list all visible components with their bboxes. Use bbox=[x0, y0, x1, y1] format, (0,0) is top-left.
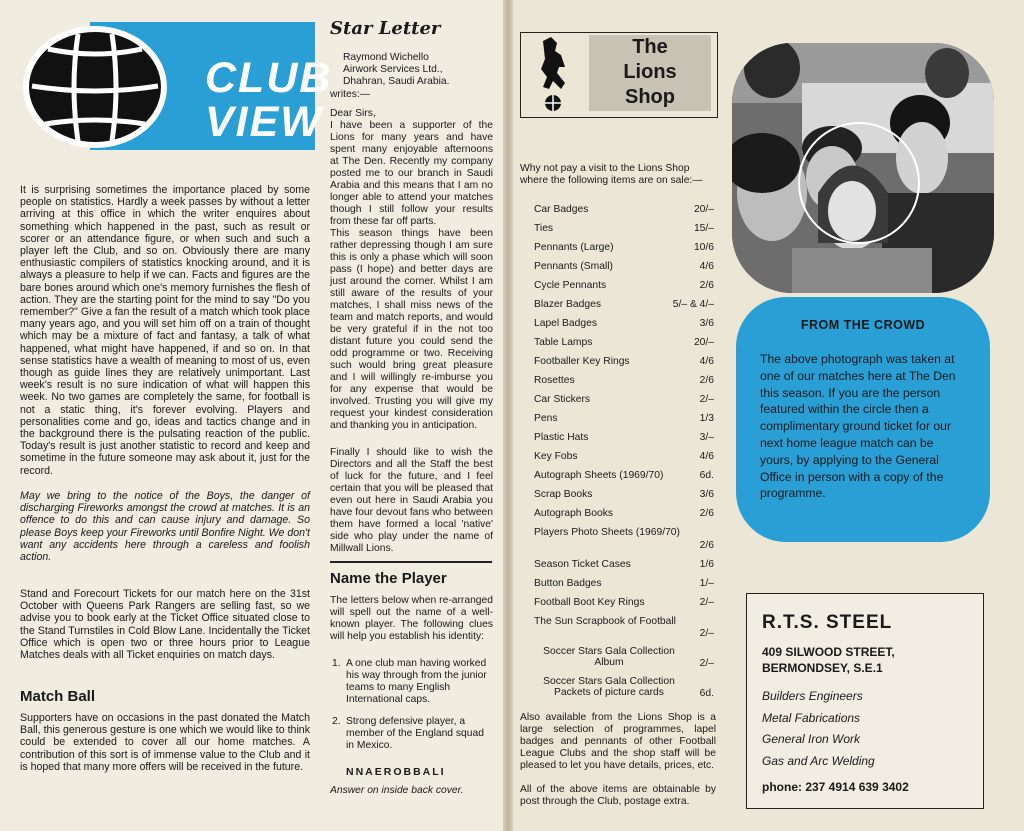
anagram: NNAEROBBALI bbox=[346, 766, 446, 778]
shop-item: Lapel Badges 3/6 bbox=[534, 318, 714, 329]
shop-intro: Why not pay a visit to the Lions Shop where the following items are on sale:— bbox=[520, 163, 703, 186]
advert-address: 409 SILWOOD STREET, BERMONDSEY, S.E.1 bbox=[762, 645, 895, 675]
advert-company: R.T.S. STEEL bbox=[762, 612, 893, 633]
crowd-photo bbox=[732, 43, 994, 293]
name-the-player-intro: The letters below when re-arranged will spell out the name of a well-known player. The following clues will help you establish his identity: bbox=[330, 595, 493, 642]
advert-services: Builders Engineers Metal Fabrications General Iron Work Gas and Arc Welding bbox=[762, 689, 875, 768]
shop-item: Button Badges 1/– bbox=[534, 578, 714, 589]
letter-para-1: I have been a supporter of the Lions for many years and have spent many enjoyable afternoons at The Den. Recently my company posted me to our branch in Saudi Arabia and this means that I am no longer able to attend your matches though I still follow your results from these far off parts. bbox=[330, 120, 493, 227]
shop-item: Players Photo Sheets (1969/70) 2/6 bbox=[534, 527, 714, 551]
shop-item: Rosettes 2/6 bbox=[534, 375, 714, 386]
letter-salutation: Dear Sirs, bbox=[330, 108, 376, 119]
letter-para-2: This season things have been rather depressing though I am sure this is only a phase which will soon pass (I hope) and better days are just around the corner. Whilst I am still aware of the results of your matches, I shall miss news of the team and match reports, and would be very grateful if in the not too distant future you could send the odd programme or two. Receiving such would bring great pleasure and I will willingly re-imburse you for any expense that would be involved. Trusting you will give my request your kindest consideration and thanking you in anticipation. bbox=[330, 228, 493, 431]
shop-item: Pens 1/3 bbox=[534, 413, 714, 424]
lion-crest-icon bbox=[521, 33, 585, 117]
club-view-banner bbox=[20, 22, 333, 150]
match-ball-heading: Match Ball bbox=[20, 688, 96, 705]
star-letter-heading: Star Letter bbox=[330, 18, 441, 39]
shop-item: Car Badges 20/– bbox=[534, 204, 714, 215]
advert-phone: phone: 237 4914 639 3402 bbox=[762, 780, 909, 794]
divider bbox=[330, 561, 492, 563]
shop-item: Autograph Sheets (1969/70) 6d. bbox=[534, 470, 714, 481]
shop-item: The Sun Scrapbook of Football 2/– bbox=[534, 616, 714, 639]
shop-also-available: Also available from the Lions Shop is a large selection of programmes, lapel badges and pennants of other Football League Clubs and the shop staff will be pleased to let you have details, prices, etc. bbox=[520, 712, 716, 771]
shop-item: Season Ticket Cases 1/6 bbox=[534, 559, 714, 570]
shop-item: Ties 15/– bbox=[534, 223, 714, 234]
tickets-notice: Stand and Forecourt Tickets for our match here on the 31st October with Queens Park Rangers are selling fast, so we advise you to book early at the Ticket Office situated close to the Stand Turnstiles in Cold Blow Lane. Incidentally the Ticket Office which is open two or three hours prior to League Matches deals with all Ticket enquiries on match days. bbox=[20, 588, 310, 662]
shop-item: Football Boot Key Rings 2/– bbox=[534, 597, 714, 608]
clue-2: 2. Strong defensive player, a member of the England squad in Mexico. bbox=[332, 716, 484, 751]
lions-shop-header bbox=[520, 32, 718, 118]
shop-item: Cycle Pennants 2/6 bbox=[534, 280, 714, 291]
crowd-photo-illustration bbox=[732, 43, 994, 293]
shop-item-list bbox=[534, 204, 714, 702]
fireworks-notice: May we bring to the notice of the Boys, the danger of discharging Fireworks amongst the crowd at matches. It is an offence to do this and can cause injury and damage. So please Boys keep your Fireworks until Bonfire Night. We don't want any accidents here through a careless and foolish action. bbox=[20, 490, 310, 564]
shop-item: Scrap Books 3/6 bbox=[534, 489, 714, 500]
letter-writes: writes:— bbox=[330, 89, 371, 100]
shop-item: Autograph Books 2/6 bbox=[534, 508, 714, 519]
shop-item: Footballer Key Rings 4/6 bbox=[534, 356, 714, 367]
rts-steel-advert bbox=[746, 593, 984, 809]
club-view-title: CLUB VIEW bbox=[205, 54, 333, 146]
page-gutter bbox=[503, 0, 513, 831]
shop-item: Car Stickers 2/– bbox=[534, 394, 714, 405]
shop-item: Blazer Badges 5/– & 4/– bbox=[534, 299, 714, 310]
from-the-crowd-title: FROM THE CROWD bbox=[800, 318, 926, 332]
answer-note: Answer on inside back cover. bbox=[330, 785, 464, 796]
football-icon bbox=[20, 24, 170, 150]
match-ball-text: Supporters have on occasions in the past donated the Match Ball, this generous gesture is one which we would like to think could be extended to cover all our home matches. A contribution of this sort is of immense value to the Club and it is hoped that many more offers will be received in the future. bbox=[20, 712, 310, 773]
shop-item: Plastic Hats 3/– bbox=[534, 432, 714, 443]
shop-by-post: All of the above items are obtainable by post through the Club, postage extra. bbox=[520, 784, 716, 807]
club-view-intro: It is surprising sometimes the importance placed by some people on statistics. Hardly a week passes by without a letter arriving at this office in which the writer enquires about something which happened in the past, such as result or scorer or an attendance figure, or when such and such a player left the Club, and so on. Obviously there are many enthusiastic compilers of statistics knocking around, and it is always a pleasure to help if we can. Facts and figures are the bare bones around which one's memory furnishes the flesh of action. They are the starting point for the mind to say "Do you remember?" Give a fan the result of a match which took place many years ago, and you will set him off on a train of thought which may be a mixture of fact and fantasy, a talk of what happened, what might have happened, if and so on. In that sense statistics have a wealth of meaning to most of us, even though as guide lines they are relatively unimportant. Last week's result is no sure indication of what will happen this week. No two games are completely the same, for football is not a static thing, it's forever evolving. Players and personalities come and go, ideas and tactics change and in the background there is the pulsating reaction of the public. Today's result is just another statistic to record and keep and sometime in the future someone may ask about it, just for the record. bbox=[20, 184, 310, 477]
lions-shop-title: The Lions Shop bbox=[589, 35, 711, 111]
shop-item: Soccer Stars Gala Collection Packets of picture cards 6d. bbox=[543, 676, 714, 699]
letter-sender: Raymond Wichello Airwork Services Ltd., Dhahran, Saudi Arabia. bbox=[343, 52, 450, 87]
name-the-player-heading: Name the Player bbox=[330, 570, 447, 587]
shop-item: Pennants (Large) 10/6 bbox=[534, 242, 714, 253]
shop-item: Table Lamps 20/– bbox=[534, 337, 714, 348]
from-the-crowd-text: The above photograph was taken at one of our matches here at The Den this season. If you are the person featured within the circle then a complimentary ground ticket for our next home league match can be yours, by applying to the General Office in person with a copy of the programme. bbox=[760, 352, 956, 501]
letter-para-3: Finally I should like to wish the Directors and all the Staff the best of luck for the future, and I feel certain that you will be pleased that even out here in Saudi Arabia you have four devout fans who between them have formed a local 'native' side who play under the name of Millwall Lions. bbox=[330, 447, 493, 554]
shop-item: Soccer Stars Gala Collection Album 2/– bbox=[543, 646, 714, 669]
shop-item: Pennants (Small) 4/6 bbox=[534, 261, 714, 272]
clue-1: 1. A one club man having worked his way through from the junior teams to many English International caps. bbox=[332, 658, 487, 705]
shop-item: Key Fobs 4/6 bbox=[534, 451, 714, 462]
